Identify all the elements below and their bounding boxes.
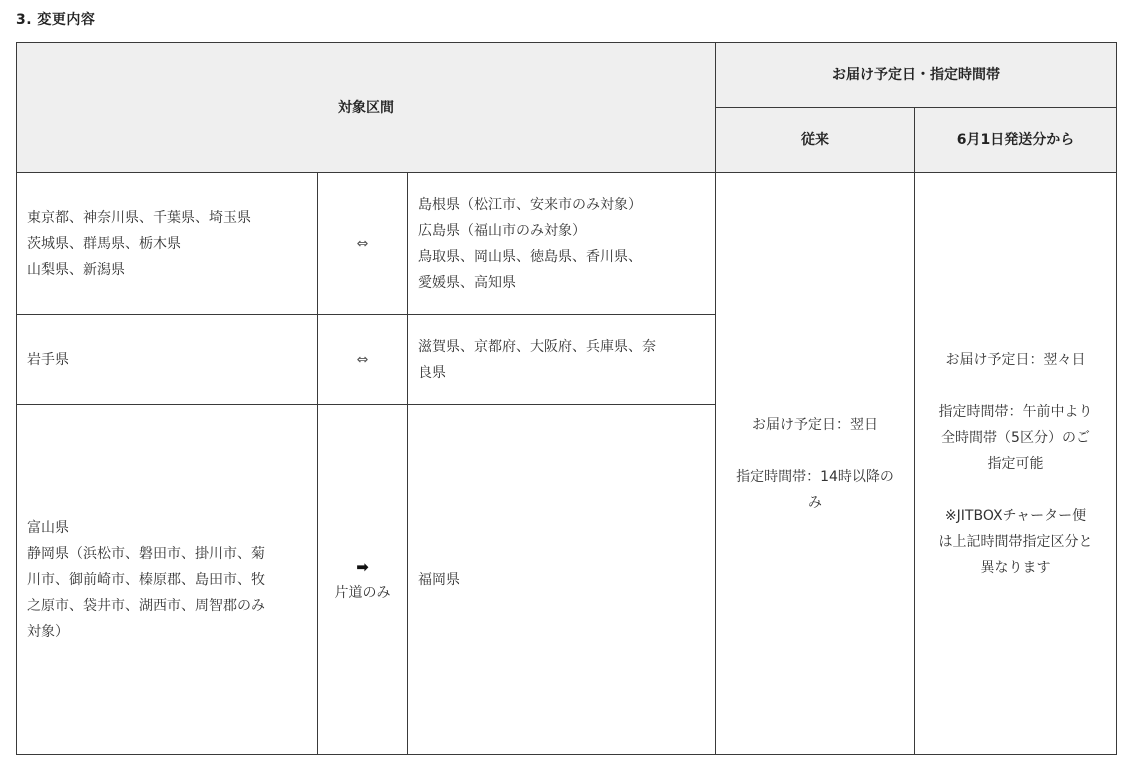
change-table <box>16 42 1117 755</box>
row3-destination: 福岡県 <box>408 405 716 755</box>
row2-bidirectional-icon: ⇔ <box>318 315 408 405</box>
right-arrow-icon: ➡ <box>356 557 369 576</box>
old-delivery-time-1: 指定時間帯：14時以降の <box>736 468 894 485</box>
old-delivery-time-2: み <box>808 494 823 511</box>
header-new: 6月1日発送分から <box>915 108 1117 173</box>
header-delivery: お届け予定日・指定時間帯 <box>716 43 1117 108</box>
row3-direction <box>318 405 408 755</box>
row1-origin: 東京都、神奈川県、千葉県、埼玉県 茨城県、群馬県、栃木県 山梨県、新潟県 <box>17 173 318 315</box>
row2-destination: 滋賀県、京都府、大阪府、兵庫県、奈 良県 <box>408 315 716 405</box>
section-heading: 3. 変更内容 <box>16 12 96 28</box>
row1-destination: 島根県（松江市、安来市のみ対象） 広島県（福山市のみ対象） 鳥取県、岡山県、徳島県、香川県、 愛媛県、高知県 <box>408 173 716 315</box>
new-delivery-date: お届け予定日：翌々日 <box>945 351 1086 368</box>
header-target: 対象区間 <box>17 43 716 173</box>
header-old: 従来 <box>716 108 915 173</box>
row1-bidirectional-icon: ⇔ <box>318 173 408 315</box>
row2-origin: 岩手県 <box>17 315 318 405</box>
old-delivery-cell <box>716 173 915 755</box>
new-delivery-cell: お届け予定日：翌々日 指定時間帯：午前中より 全時間帯（5区分）のご 指定可能 ※JITBOXチャーター便 は上記時間帯指定区分と 異なります <box>915 173 1117 755</box>
old-delivery-date: お届け予定日：翌日 <box>752 416 879 433</box>
row3-origin: 富山県 静岡県（浜松市、磐田市、掛川市、菊 川市、御前崎市、榛原郡、島田市、牧 之原市、袋井市、湖西市、周智郡のみ 対象） <box>17 405 318 755</box>
one-way-label: 片道のみ <box>334 584 391 601</box>
